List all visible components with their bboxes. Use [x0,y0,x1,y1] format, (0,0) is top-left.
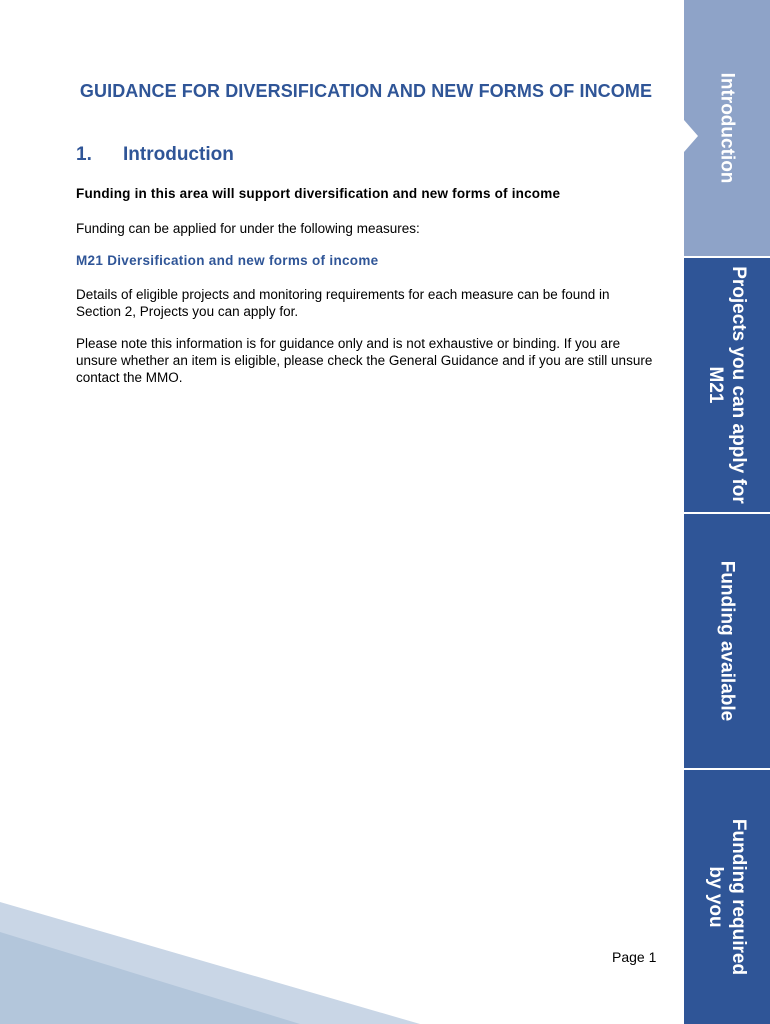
measure-heading: M21 Diversification and new forms of income [76,253,379,268]
tab-label: Funding required by you [705,818,749,976]
measures-intro: Funding can be applied for under the following measures: [76,221,420,236]
title-block [76,80,656,103]
lead-paragraph: Funding in this area will support diversification and new forms of income [76,186,561,201]
section-title: Introduction [123,144,234,165]
document-title: GUIDANCE FOR DIVERSIFICATION AND NEW FORMS OF INCOME [79,81,653,101]
tab-funding-required[interactable] [684,770,770,1024]
tab-introduction[interactable] [684,0,770,256]
active-tab-notch [684,120,698,152]
details-paragraph: Details of eligible projects and monitoring requirements for each measure can be found in Section 2, Projects you can apply for. [76,287,610,319]
tab-label: Funding available [716,560,738,722]
page-number: Page 1 [612,949,657,965]
tab-label: Projects you can apply for M21 [705,266,749,504]
corner-decoration [0,902,420,1024]
tab-funding-available[interactable] [684,514,770,768]
note-paragraph: Please note this information is for guidance only and is not exhaustive or binding. If you are unsure whether an item is eligible, please check the General Guidance and if you are still unsure contact the MMO. [76,336,653,385]
section-number: 1. [76,144,92,165]
tab-projects[interactable] [684,258,770,512]
section-tabs [684,0,770,1024]
section-heading [76,144,234,166]
tab-label: Introduction [716,72,738,184]
